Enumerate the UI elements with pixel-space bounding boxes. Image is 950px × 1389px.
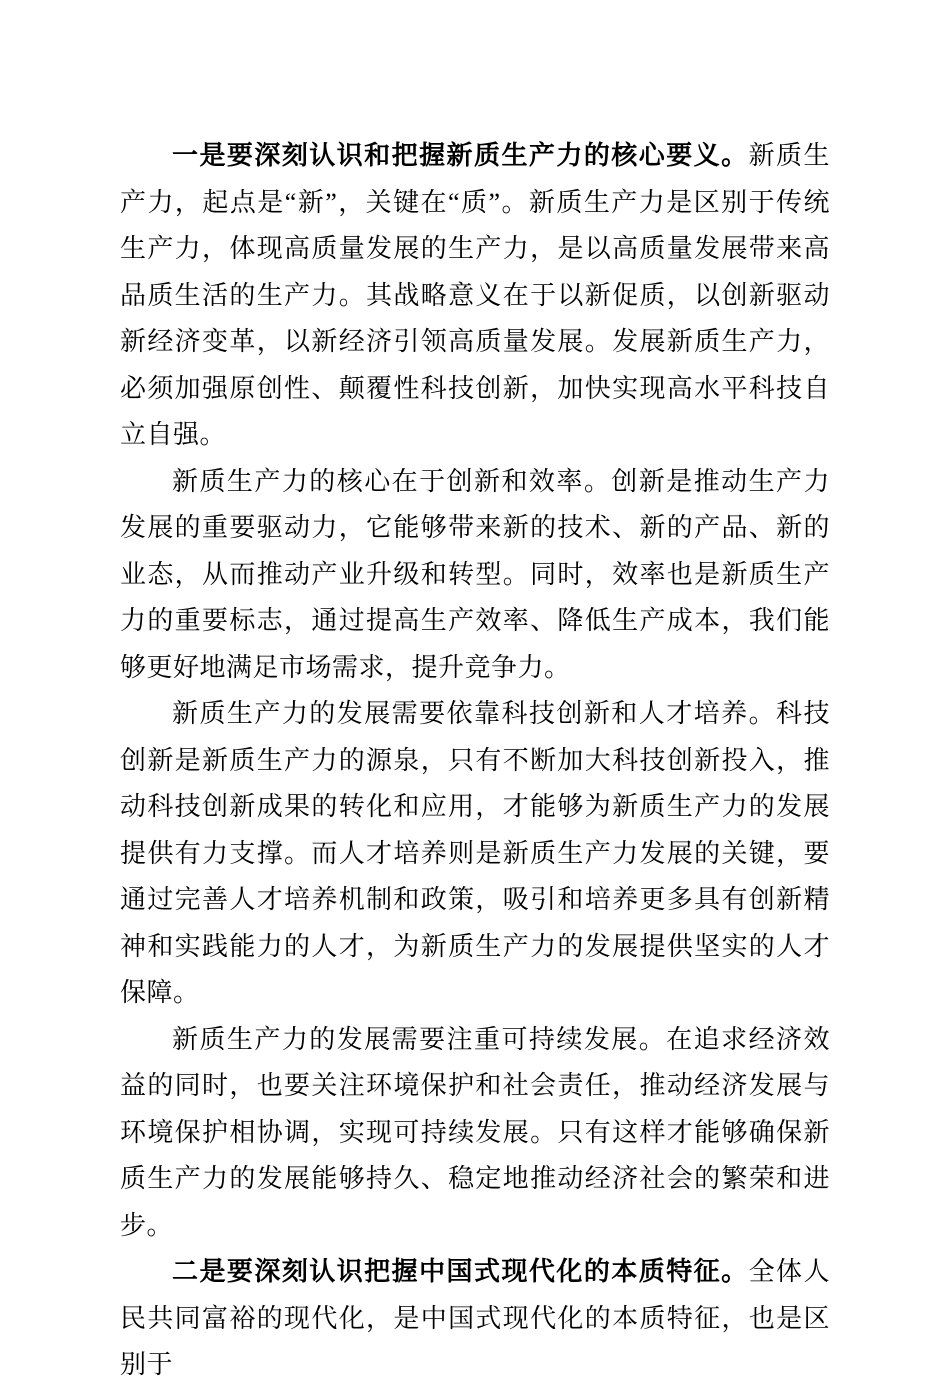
- paragraph-text: 全体人民共同富裕的现代化，是中国式现代化的本质特征，也是区别于: [120, 1257, 830, 1379]
- paragraph: [120, 459, 830, 692]
- paragraph-text: 新质生产力，起点是“新”，关键在“质”。新质生产力是区别于传统生产力，体现高质量发展的生产力，是以高质量发展带来高品质生活的生产力。其战略意义在于以新促质，以创新驱动新经济变革，以新经济引领高质量发展。发展新质生产力，必须加强原创性、颠覆性科技创新，加快实现高水平科技自立自强。: [120, 141, 830, 449]
- paragraph: [120, 1249, 830, 1389]
- paragraph-text: 新质生产力的核心在于创新和效率。创新是推动生产力发展的重要驱动力，它能够带来新的技术、新的产品、新的业态，从而推动产业升级和转型。同时，效率也是新质生产力的重要标志，通过提高生产效率、降低生产成本，我们能够更好地满足市场需求，提升竞争力。: [120, 466, 830, 682]
- paragraph: [120, 691, 830, 1017]
- document-body: [120, 133, 830, 1389]
- paragraph: [120, 133, 830, 459]
- paragraph-lead-bold: 一是要深刻认识和把握新质生产力的核心要义。: [172, 141, 749, 170]
- paragraph-text: 新质生产力的发展需要注重可持续发展。在追求经济效益的同时，也要关注环境保护和社会责任，推动经济发展与环境保护相协调，实现可持续发展。只有这样才能够确保新质生产力的发展能够持久、稳定地推动经济社会的繁荣和进步。: [120, 1024, 830, 1240]
- paragraph-lead-bold: 二是要深刻认识把握中国式现代化的本质特征。: [172, 1257, 749, 1286]
- paragraph: [120, 1017, 830, 1250]
- paragraph-text: 新质生产力的发展需要依靠科技创新和人才培养。科技创新是新质生产力的源泉，只有不断加大科技创新投入，推动科技创新成果的转化和应用，才能够为新质生产力的发展提供有力支撑。而人才培养则是新质生产力发展的关键，要通过完善人才培养机制和政策，吸引和培养更多具有创新精神和实践能力的人才，为新质生产力的发展提供坚实的人才保障。: [120, 699, 830, 1007]
